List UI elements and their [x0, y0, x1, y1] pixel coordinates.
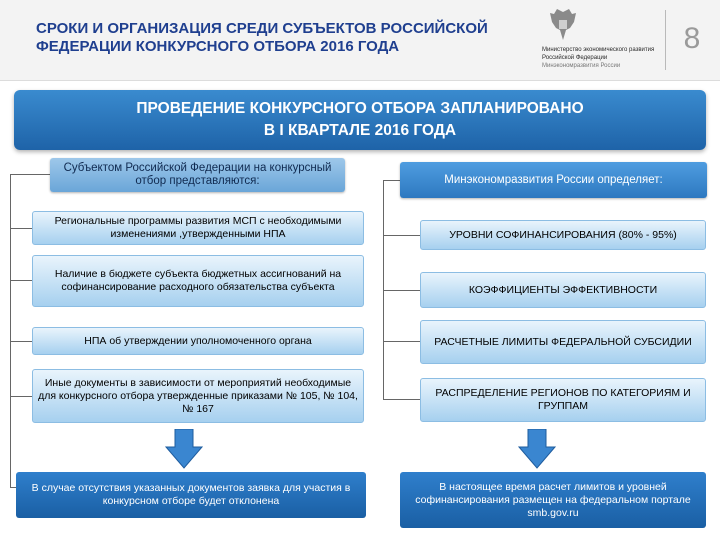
ministry-line3: Минэкономразвития России	[542, 63, 621, 69]
header-divider	[665, 10, 666, 70]
connector	[383, 341, 420, 342]
ministry-name	[542, 46, 662, 70]
right-item-4: РАСПРЕДЕЛЕНИЕ РЕГИОНОВ ПО КАТЕГОРИЯМ И ГРУППАМ	[420, 378, 706, 422]
page-number: 8	[683, 22, 701, 55]
left-title-box: Субъектом Российской Федерации на конкурсный отбор представляются:	[50, 158, 345, 192]
banner-line2: В I КВАРТАЛЕ 2016 ГОДА	[263, 122, 457, 139]
left-item-4: Иные документы в зависимости от мероприятий необходимые для конкурсного отбора утвержденные приказами № 105, № 104, № 167	[32, 369, 364, 423]
left-item-3: НПА об утверждении уполномоченного органа	[32, 327, 364, 355]
connector	[10, 280, 32, 281]
connector	[10, 228, 32, 229]
connector	[383, 180, 400, 181]
connector	[383, 235, 420, 236]
left-item-2: Наличие в бюджете субъекта бюджетных ассигнований на софинансирование расходного обязательства субъекта	[32, 255, 364, 307]
right-item-1: УРОВНИ СОФИНАНСИРОВАНИЯ (80% - 95%)	[420, 220, 706, 250]
announcement-banner	[14, 90, 706, 150]
connector	[383, 290, 420, 291]
right-item-3: РАСЧЕТНЫЕ ЛИМИТЫ ФЕДЕРАЛЬНОЙ СУБСИДИИ	[420, 320, 706, 364]
right-title-box: Минэкономразвития России определяет:	[400, 162, 707, 198]
banner-line1: ПРОВЕДЕНИЕ КОНКУРСНОГО ОТБОРА ЗАПЛАНИРОВАНО	[136, 100, 584, 117]
connector	[383, 399, 420, 400]
right-item-2: КОЭФФИЦИЕНТЫ ЭФФЕКТИВНОСТИ	[420, 272, 706, 308]
ministry-line1: Министерство экономического развития	[542, 47, 655, 53]
left-connector-line	[10, 174, 11, 488]
connector	[10, 174, 50, 175]
coat-of-arms-icon	[548, 8, 578, 42]
connector	[10, 396, 32, 397]
ministry-line2: Российской Федерации	[542, 55, 608, 61]
right-bottom-box: В настоящее время расчет лимитов и уровней софинансирования размещен на федеральном портале smb.gov.ru	[400, 472, 706, 528]
arrow-down-icon	[517, 429, 557, 469]
header	[0, 0, 720, 81]
page-title: СРОКИ И ОРГАНИЗАЦИЯ СРЕДИ СУБЪЕКТОВ РОССИЙСКОЙ ФЕДЕРАЦИИ КОНКУРСНОГО ОТБОРА 2016 ГОДА	[36, 20, 488, 55]
arrow-down-icon	[164, 429, 204, 469]
connector	[10, 341, 32, 342]
left-item-1: Региональные программы развития МСП с необходимыми изменениями ,утвержденными НПА	[32, 211, 364, 245]
left-bottom-box: В случае отсутствия указанных документов заявка для участия в конкурсном отборе будет отклонена	[16, 472, 366, 518]
